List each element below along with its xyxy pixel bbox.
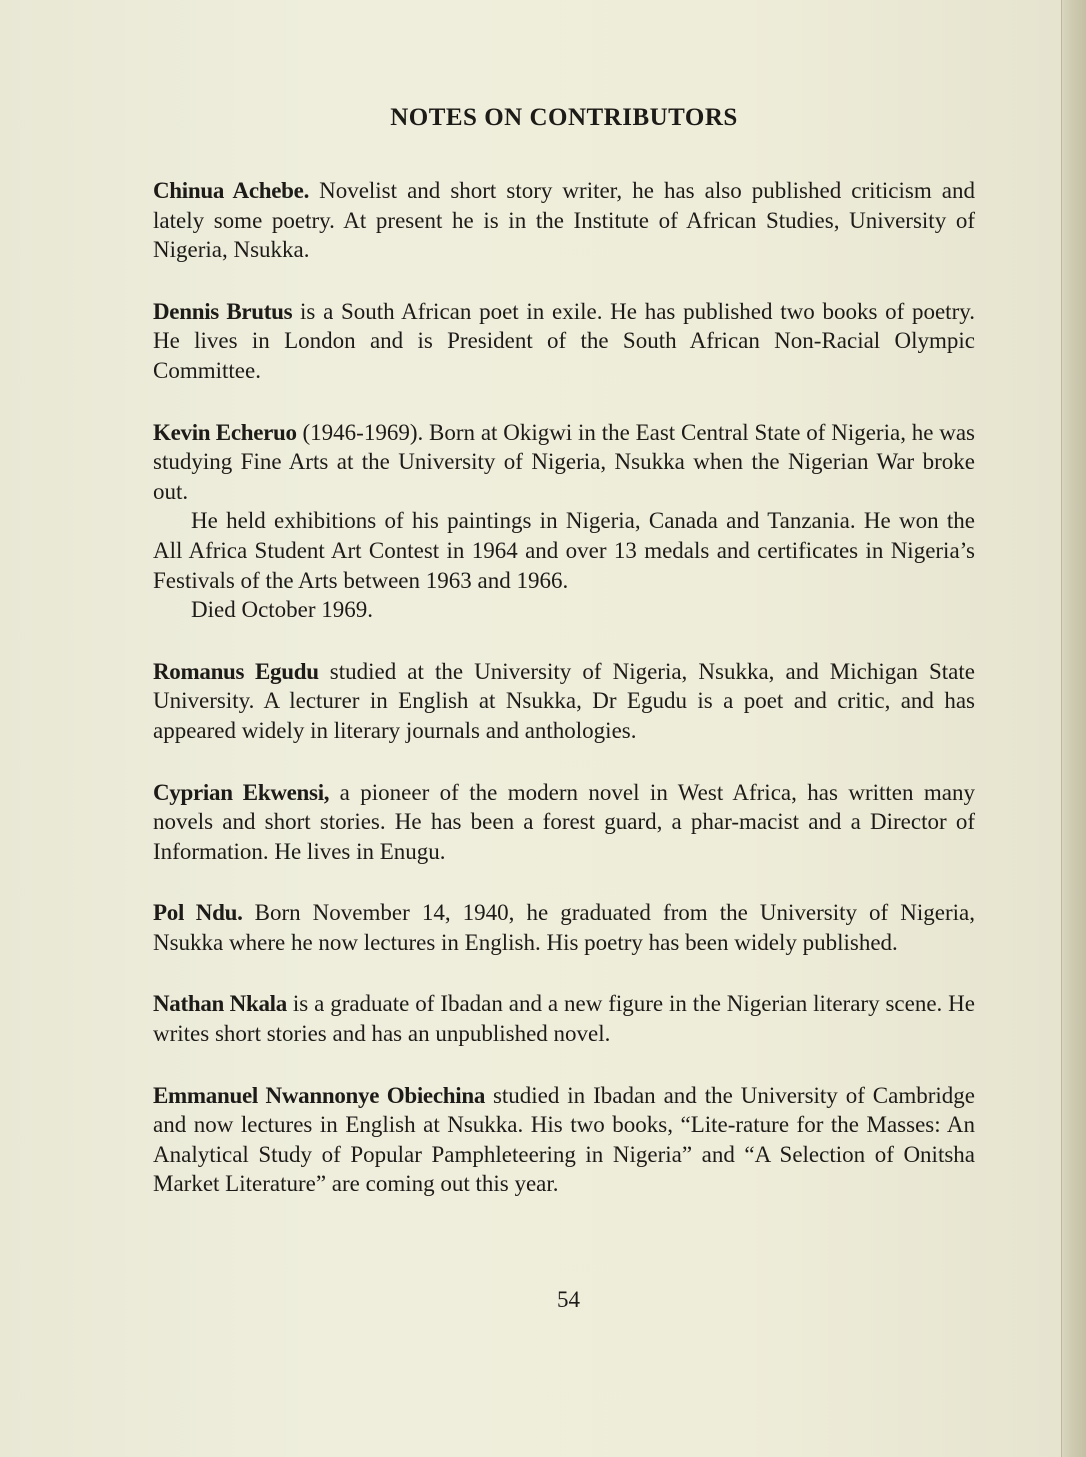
contributor-name: Pol Ndu. bbox=[153, 900, 243, 926]
contributor-name: Romanus Egudu bbox=[153, 658, 319, 684]
contributor-bio: Born November 14, 1940, he graduated from the University of Nigeria, Nsukka where he now lectures in English. His poetry has been widely published. bbox=[153, 900, 975, 955]
contributor-entry-ekwensi bbox=[153, 778, 975, 867]
contributor-entry-nkala bbox=[153, 989, 975, 1048]
contributor-entry-achebe bbox=[153, 176, 975, 265]
contributor-name: Emmanuel Nwannonye Obiechina bbox=[153, 1082, 486, 1108]
contributor-bio: Novelist and short story writer, he has also published criticism and lately some poetry. At present he is in the Institute of African Studies, University of Nigeria, Nsukka. bbox=[153, 178, 975, 263]
contributor-bio-paragraph: Died October 1969. bbox=[191, 597, 374, 623]
page-title: NOTES ON CONTRIBUTORS bbox=[390, 104, 738, 131]
contributor-entry-brutus bbox=[153, 297, 975, 386]
contributor-name: Dennis Brutus bbox=[153, 298, 293, 324]
contributor-name: Nathan Nkala bbox=[153, 991, 287, 1017]
contributor-bio: is a South African poet in exile. He has published two books of poetry. He lives in London and is President of the South African Non-Racial Olympic Committee. bbox=[153, 298, 975, 383]
contributor-entry-echeruo bbox=[153, 418, 975, 625]
contributor-bio: a pioneer of the modern novel in West Africa, has written many novels and short stories. He has been a forest guard, a phar-macist and a Director of Information. He lives in Enugu. bbox=[153, 779, 975, 864]
contributor-name: Cyprian Ekwensi, bbox=[153, 779, 330, 805]
contributor-bio: studied at the University of Nigeria, Nsukka, and Michigan State University. A lecturer in English at Nsukka, Dr Egudu is a poet and critic, and has appeared widely in literary journals and anthologies. bbox=[153, 658, 975, 743]
contributor-bio: is a graduate of Ibadan and a new figure in the Nigerian literary scene. He writes short stories and has an unpublished novel. bbox=[153, 991, 976, 1047]
contributor-entry-obiechina bbox=[153, 1081, 975, 1199]
contributors-section bbox=[153, 104, 975, 1231]
contributor-name: Chinua Achebe. bbox=[153, 178, 310, 203]
contributor-bio-paragraph: He held exhibitions of his paintings in Nigeria, Canada and Tanzania. He won the All Africa Student Art Contest in 1964 and over 13 medals and certificates in Nigeria’s Festivals of the Arts between 1963 and 1966. bbox=[153, 508, 975, 593]
contributor-name: Kevin Echeruo bbox=[153, 419, 297, 445]
page-number: 54 bbox=[557, 1287, 580, 1312]
contributor-bio: (1946-1969). Born at Okigwi in the East Central State of Nigeria, he was studying Fine Arts at the University of Nigeria, Nsukka when the Nigerian War broke out. bbox=[153, 419, 976, 504]
contributor-entry-egudu bbox=[153, 657, 975, 746]
contributor-bio: studied in Ibadan and the University of Cambridge and now lectures in English at Nsukka. His two books, “Lite-rature for the Masses: An Analytical Study of Popular Pamphleteering in Nigeria” and “A Selection of Onitsha Market Literature” are coming out this year. bbox=[153, 1082, 975, 1197]
contributor-entry-ndu bbox=[153, 898, 975, 957]
page-edge bbox=[1061, 0, 1086, 1457]
